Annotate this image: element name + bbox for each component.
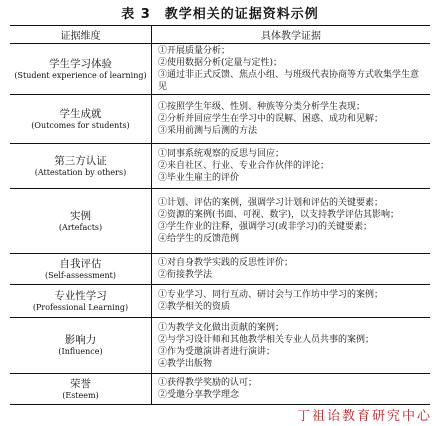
dimension-zh: 第三方认证 [54, 154, 107, 167]
dimension-en: (Artefacts) [58, 222, 103, 232]
table-header-row [10, 26, 430, 44]
dimension-en: (Outcomes for students) [31, 120, 130, 130]
dimension-zh: 学生学习体验 [49, 57, 112, 70]
table-number: 表 3 [121, 7, 151, 22]
table-row [10, 44, 430, 95]
table-row [10, 144, 430, 189]
dimension-cell [10, 189, 152, 253]
table-row [10, 254, 430, 285]
dimension-zh: 荣誉 [70, 377, 91, 390]
evidence-cell [152, 374, 430, 404]
dimension-zh: 实例 [70, 209, 91, 222]
evidence-item: ③通过非正式反馈、焦点小组、与班级代表协商等方式收集学生意见 [158, 70, 420, 92]
table-row [10, 374, 430, 404]
evidence-item: ①为教学文化做出贡献的案例； [158, 322, 285, 333]
table-row [10, 95, 430, 144]
table-row [10, 318, 430, 374]
dimension-zh: 自我评估 [59, 257, 102, 270]
dimension-en: (Influence) [58, 347, 103, 356]
evidence-item: ④教学出版物 [158, 358, 213, 369]
dimension-cell [10, 285, 152, 317]
evidence-item: ①对自身教学实践的反思性评价； [158, 258, 294, 268]
dimension-en: (Professional Learning) [32, 302, 129, 312]
evidence-item: ③毕业生雇主的评价 [158, 173, 240, 183]
evidence-item: ③学生作业的注释，强调学习(或非学习)的关键要素； [158, 222, 373, 232]
evidence-item: ④给学生的反馈范例 [158, 234, 240, 244]
evidence-item: ①同事系统观察的反思与回应； [158, 149, 285, 159]
dimension-zh: 影响力 [64, 334, 97, 346]
dimension-zh: 专业性学习 [54, 289, 107, 302]
evidence-item: ②使用数据分析(定量与定性)； [158, 58, 283, 68]
evidence-item: ③采用前测与后测的方法 [158, 126, 258, 136]
evidence-item: ②受邀分享教学理念 [158, 390, 240, 400]
dimension-cell [10, 374, 152, 404]
watermark: 丁祖诒教育研究中心 [296, 409, 432, 424]
table-row [10, 189, 430, 254]
evidence-item: ①获得教学奖励的认可； [158, 378, 258, 388]
evidence-item: ①专业学习、同行互动、研讨会与工作坊中学习的案例； [158, 290, 384, 300]
dimension-en: (Esteem) [62, 390, 99, 400]
evidence-item: ②资源的案例(书面、可视、数字)，以支持教学评估其影响； [158, 210, 400, 220]
evidence-item: ①按照学生年级、性别、种族等分类分析学生表现； [158, 102, 366, 112]
evidence-cell [152, 254, 430, 284]
dimension-en: (Self-assessment) [44, 270, 116, 280]
evidence-item: ③作为受邀演讲者进行演讲； [158, 346, 276, 357]
evidence-item: ②衔接教学法 [158, 270, 213, 280]
evidence-item: ②来自社区、行业、专业合作伙伴的评论； [158, 161, 330, 171]
dimension-cell [10, 44, 152, 94]
header-evidence: 具体教学证据 [261, 31, 321, 42]
evidence-cell [152, 95, 430, 143]
evidence-item: ②教学相关的资质 [158, 302, 231, 312]
dimension-en: (Student experience of learning) [14, 70, 147, 80]
evidence-cell [152, 318, 430, 373]
evidence-item: ②分析并回应学生在学习中的误解、困惑、成功和见解； [158, 114, 384, 124]
evidence-cell [152, 144, 430, 188]
table-title: 教学相关的证据资料示例 [164, 7, 319, 22]
evidence-cell [152, 189, 430, 253]
dimension-cell [10, 144, 152, 188]
dimension-en: (Attestation by others) [34, 167, 127, 177]
evidence-cell [152, 285, 430, 317]
dimension-cell [10, 254, 152, 284]
dimension-cell [10, 318, 152, 373]
evidence-item: ②与学习设计师和其他教学相关专业人员共事的案例； [158, 334, 375, 345]
evidence-item: ①计划、评估的案例，强调学习计划和评估的关键要素； [158, 198, 384, 208]
evidence-table [10, 25, 430, 405]
dimension-cell [10, 95, 152, 143]
dimension-zh: 学生成就 [59, 107, 102, 120]
evidence-item: ①开展质量分析； [158, 46, 231, 56]
table-caption [0, 3, 440, 22]
header-dimension: 证据维度 [10, 26, 152, 43]
table-row [10, 285, 430, 318]
evidence-cell [152, 44, 430, 94]
